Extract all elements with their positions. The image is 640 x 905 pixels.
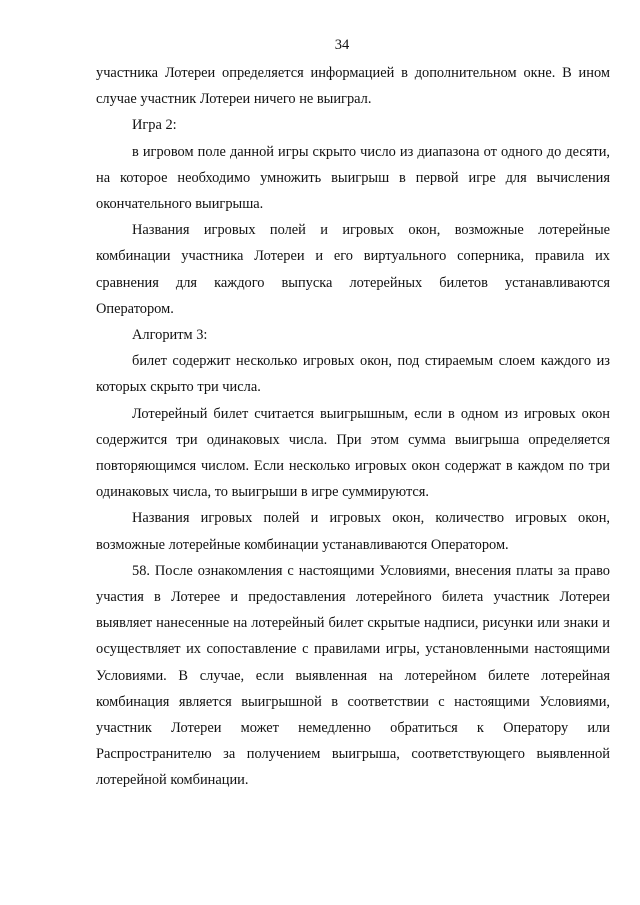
paragraph-ticket-windows: билет содержит несколько игровых окон, под стираемым слоем каждого из которых скрыто три числа. bbox=[96, 353, 610, 396]
paragraph-field-names: Названия игровых полей и игровых окон, возможные лотерейные комбинации участника Лотереи и его виртуального соперника, правила их сравнения для каждого выпуска лотерейных билетов устанавливаются Оператором. bbox=[96, 222, 610, 317]
algorithm-3-heading: Алгоритм 3: bbox=[132, 327, 208, 344]
page-number: 34 bbox=[334, 37, 350, 53]
page-body bbox=[96, 60, 610, 794]
paragraph-continuation: участника Лотереи определяется информацией в дополнительном окне. В ином случае участник Лотереи ничего не выиграл. bbox=[96, 65, 610, 108]
game-2-heading: Игра 2: bbox=[132, 117, 177, 134]
paragraph-section-58: 58. После ознакомления с настоящими Условиями, внесения платы за право участия в Лотерее и предоставления лотерейного билета участник Лотереи выявляет нанесенные на лотерейный билет скрытые надписи, рисунки или знаки и осуществляет их сопоставление с правилами игры, установленными настоящими Условиями. В случае, если выявленная на лотерейном билете лотерейная комбинация является выигрышной в соответствии с настоящими Условиями, участник Лотереи может немедленно обратиться к Оператору или Распространителю за получением выигрыша, соответствующего выявленной лотерейной комбинации. bbox=[96, 562, 610, 789]
paragraph-game-2-field: в игровом поле данной игры скрыто число из диапазона от одного до десяти, на которое необходимо умножить выигрыш в первой игре для вычисления окончательного выигрыша. bbox=[96, 143, 610, 213]
paragraph-winning-ticket: Лотерейный билет считается выигрышным, если в одном из игровых окон содержится три одинаковых числа. При этом сумма выигрыша определяется повторяющимся числом. Если несколько игровых окон содержат в каждом по три одинаковых числа, то выигрыши в игре суммируются. bbox=[96, 405, 610, 501]
paragraph-window-count: Названия игровых полей и игровых окон, количество игровых окон, возможные лотерейные комбинации устанавливаются Оператором. bbox=[96, 510, 610, 553]
